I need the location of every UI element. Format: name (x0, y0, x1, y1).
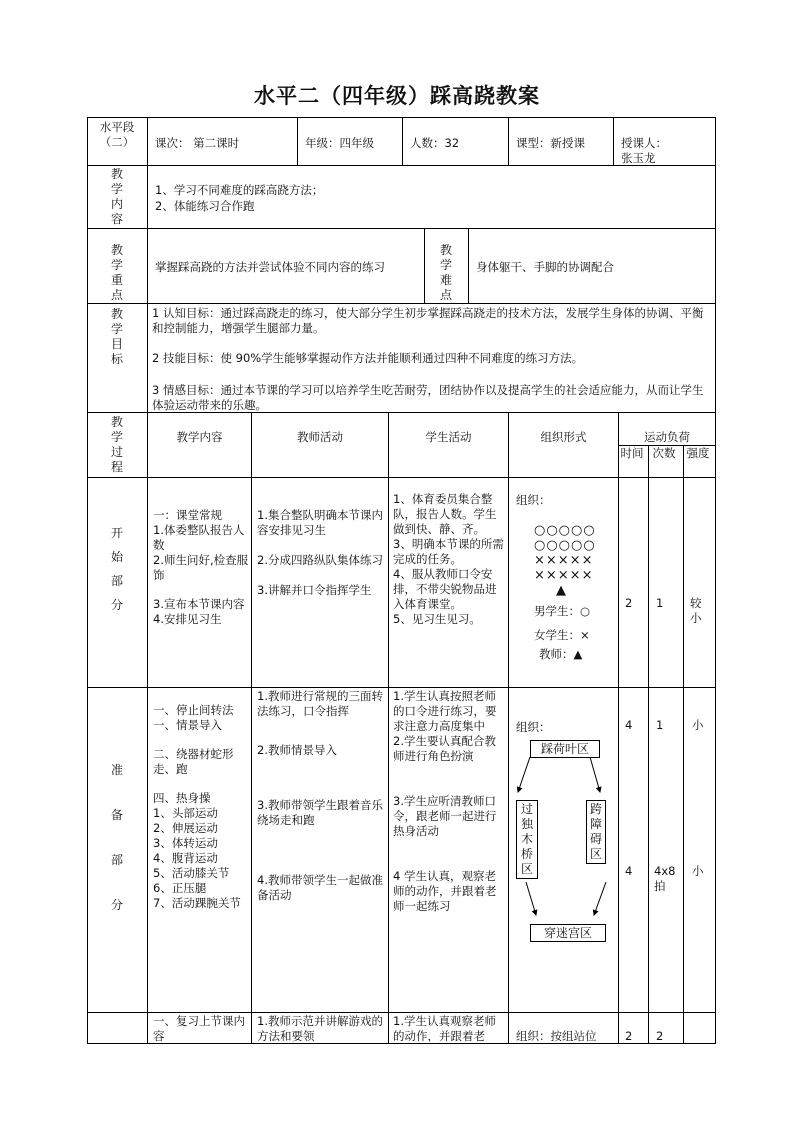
teacher-label: 授课人： (621, 136, 667, 150)
zone-bottom: 穿迷宫区 (530, 924, 606, 942)
goals-label: 教学目标 (110, 307, 123, 366)
legend-teacher: 教师：▲ (539, 647, 583, 661)
legend-girl: 女学生：× (534, 628, 590, 642)
difficulty-label: 教学难点 (439, 243, 452, 302)
start-times: 1 (656, 596, 664, 610)
basic-org: 组织：按组站位 (516, 1029, 597, 1043)
basic-content: 一、复习上节课内容 (153, 1014, 245, 1042)
count-cell: 人数：32 (410, 136, 460, 150)
col-times: 次数 (652, 446, 676, 460)
level-cell: 水平段（二） (99, 120, 135, 149)
zone-right: 跨障碍区 (586, 800, 606, 864)
zone-left: 过独木桥区 (516, 800, 538, 879)
warm-int-2: 小 (692, 864, 704, 878)
content-label: 教学内容 (110, 167, 123, 226)
process-label: 教学过程 (110, 415, 123, 474)
start-teacher: 1.集合整队明确本节课内容安排见习生 2.分成四路纵队集体练习 3.讲解并口令指挥学生 (257, 508, 383, 597)
basic-times: 2 (656, 1029, 664, 1043)
start-intensity: 较小 (690, 596, 702, 625)
basic-teacher: 1.教师示范并讲解游戏的方法和要领 (257, 1014, 383, 1042)
warm-teacher: 1.教师进行常规的三面转法练习，口令指挥 2.教师情景导入 3.教师带领学生跟着音乐绕场走和跑 4.教师带领学生一起做准备活动 (257, 689, 383, 902)
warm-org-label: 组织： (516, 720, 551, 734)
goal-2: 2 技能目标：使 90%学生能够掌握动作方法并能顺利通过四种不同难度的练习方法。 (152, 351, 584, 365)
warm-time-2: 4 (625, 864, 633, 878)
col-content: 教学内容 (176, 430, 223, 444)
warm-times-2: 4x8拍 (654, 864, 676, 893)
col-org: 组织形式 (540, 430, 587, 444)
formation: ○○○○○ ○○○○○ ××××× ××××× ▲ (534, 523, 596, 598)
warm-time-1: 4 (625, 718, 633, 732)
col-student: 学生活动 (425, 430, 472, 444)
start-org-label: 组织： (516, 493, 551, 507)
basic-student: 1.学生认真观察老师的动作，并跟着老 (393, 1014, 496, 1042)
grade-cell: 年级：四年级 (305, 136, 374, 150)
key-text: 掌握踩高跷的方法并尝试体验不同内容的练习 (155, 260, 385, 274)
basic-time: 2 (625, 1029, 633, 1043)
warm-content: 一、停止间转法 一、情景导入 二、绕器材蛇形走、跑 四、热身操 1、头部运动 2、伸展运动 3、体转运动 4、腹背运动 5、活动膝关节 6、正压腿 7、活动踝腕关节 (153, 703, 241, 910)
content-item-1: 1、学习不同难度的踩高跷方法； (155, 183, 324, 197)
warm-label: 准备部分 (110, 763, 123, 912)
col-load: 运动负荷 (644, 430, 690, 444)
warm-int-1: 小 (692, 718, 704, 732)
col-intensity: 强度 (686, 446, 710, 460)
start-content: 一：课堂常规 1.体委整队报告人数 2.师生问好,检查服饰 3.宣布本节课内容 4.安排见习生 (153, 508, 249, 626)
content-item-2: 2、体能练习合作跑 (155, 199, 255, 213)
start-label: 开始部分 (110, 526, 123, 612)
col-teacher: 教师活动 (297, 430, 343, 444)
zone-arrows (508, 740, 618, 940)
goal-1: 1 认知目标：通过踩高跷走的练习，使大部分学生初步掌握踩高跷走的技术方法，发展学生身体的协调、平衡和控制能力，增强学生腿部力量。 (152, 306, 704, 335)
difficulty-text: 身体躯干、手脚的协调配合 (476, 260, 614, 274)
warm-student: 1.学生认真按照老师的口令进行练习，要求注意力高度集中 2.学生要认真配合教师进行角色扮演 3.学生应听清教师口令，跟老师一起进行热身活动 4 学生认真，观察老师的动作，并跟着老师一起练习 (393, 689, 497, 913)
key-label: 教学重点 (110, 243, 123, 302)
col-time: 时间 (620, 446, 644, 460)
page-title: 水平二（四年级）踩高跷教案 (254, 84, 540, 108)
type-cell: 课型：新授课 (516, 136, 585, 150)
zone-top: 踩荷叶区 (530, 740, 600, 758)
legend-boy: 男学生：○ (534, 604, 591, 618)
teacher-name: 张玉龙 (621, 151, 656, 165)
start-time: 2 (625, 596, 633, 610)
warm-times-1: 1 (656, 718, 664, 732)
lesson-cell: 课次： 第二课时 (155, 136, 240, 150)
start-student: 1、体育委员集合整队，报告人数。学生做到快、静、齐。 3、明确本节课的所需完成的任务。 4、服从教师口令安排，不带尖锐物品进入体育课堂。 5、见习生见习。 (393, 492, 504, 626)
goal-3: 3 情感目标：通过本节课的学习可以培养学生吃苦耐劳，团结协作以及提高学生的社会适应能力，从而让学生体验运动带来的乐趣。 (152, 383, 704, 412)
